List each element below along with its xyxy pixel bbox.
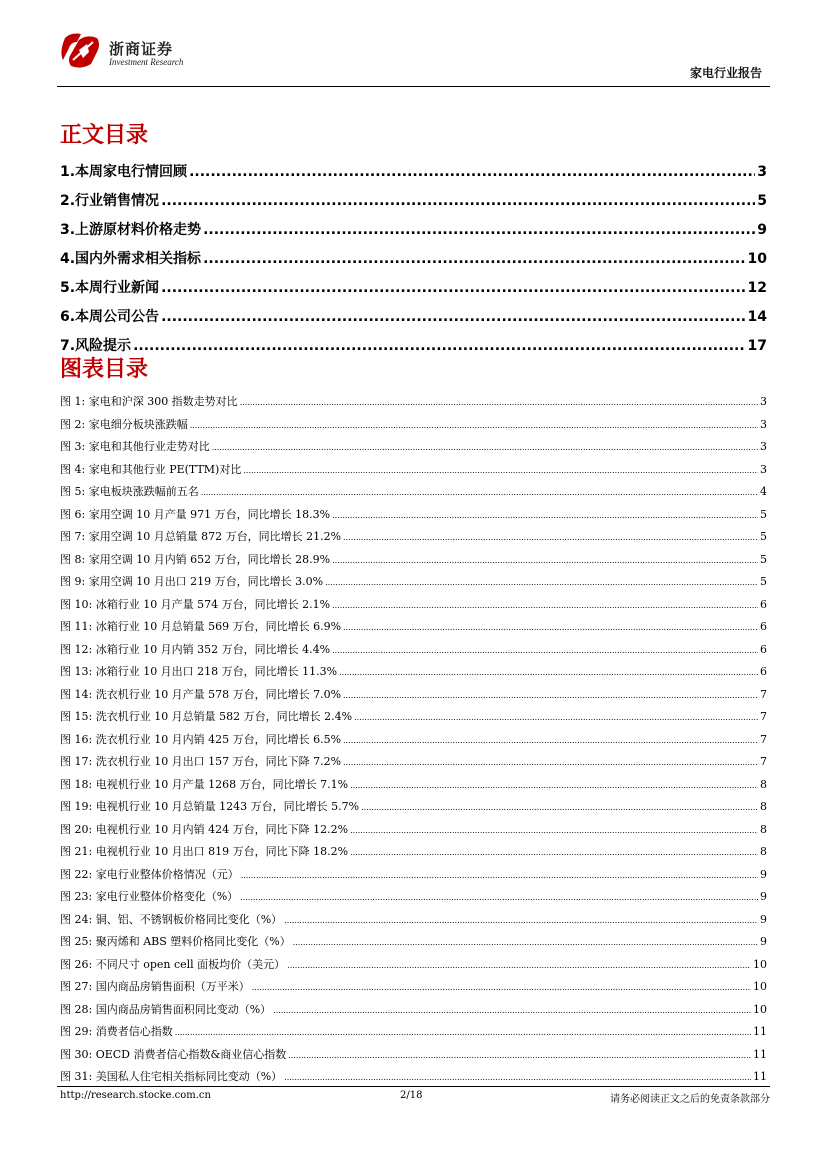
figure-entry[interactable] (60, 391, 767, 414)
figure-entry[interactable] (60, 729, 767, 752)
dot-leader (332, 549, 758, 572)
dot-leader (354, 706, 758, 729)
figure-entry-page: 10 (753, 957, 767, 971)
figure-entry-page: 5 (760, 552, 767, 566)
toc-entry-label: 1.本周家电行情回顾 (60, 164, 188, 180)
figure-entry-page: 6 (760, 665, 767, 678)
dot-leader (343, 616, 758, 639)
dot-leader (161, 187, 755, 216)
toc-entry[interactable] (60, 158, 767, 187)
figure-entry[interactable] (60, 751, 767, 774)
figure-entry-page: 10 (753, 980, 767, 993)
main-toc (60, 158, 767, 361)
dot-leader (288, 1044, 751, 1067)
toc-entry-label: 6.本周公司公告 (60, 309, 160, 325)
figure-entry-page: 5 (760, 507, 767, 521)
figure-entry-page: 8 (760, 777, 767, 791)
figure-entry-page: 11 (753, 1025, 767, 1038)
figure-entry-page: 10 (753, 1002, 767, 1016)
dot-leader (241, 864, 758, 887)
dot-leader (339, 661, 758, 684)
figure-entry-label: 图 8: 家用空调 10 月内销 652 万台，同比增长 28.9% (60, 552, 331, 566)
figure-entry-label: 图 25: 聚丙烯和 ABS 塑料价格同比变化（%） (60, 935, 291, 948)
toc-entry-label: 4.国内外需求相关指标 (60, 251, 202, 267)
figure-entry-label: 图 16: 洗衣机行业 10 月内销 425 万台，同比增长 6.5% (60, 732, 342, 746)
dot-leader (190, 414, 758, 437)
figure-entry[interactable] (60, 706, 767, 729)
toc-entry-label: 7.风险提示 (60, 338, 132, 354)
figure-entry-label: 图 18: 电视机行业 10 月产量 1268 万台，同比增长 7.1% (60, 777, 349, 791)
footer-page-number: 2/18 (400, 1090, 423, 1101)
footer-url[interactable]: http://research.stocke.com.cn (60, 1090, 211, 1101)
toc-title: 正文目录 (60, 123, 149, 148)
dot-leader (252, 976, 751, 999)
figure-entry[interactable] (60, 796, 767, 819)
dot-leader (293, 931, 758, 954)
dot-leader (243, 459, 758, 482)
figure-entry-label: 图 14: 洗衣机行业 10 月产量 578 万台，同比增长 7.0% (60, 687, 342, 701)
figure-entry[interactable] (60, 504, 767, 527)
figure-entry[interactable] (60, 549, 767, 572)
figures-toc-title: 图表目录 (60, 357, 149, 382)
footer-disclaimer: 请务必阅读正文之后的免责条款部分 (610, 1094, 770, 1105)
toc-entry[interactable] (60, 216, 767, 245)
figure-entry-page: 7 (760, 732, 767, 746)
figure-entry-label: 图 12: 冰箱行业 10 月内销 352 万台，同比增长 4.4% (60, 642, 331, 656)
figure-entry-page: 7 (760, 687, 767, 701)
figure-entry-page: 9 (760, 912, 767, 926)
dot-leader (350, 819, 758, 842)
figure-entry-label: 图 4: 家电和其他行业 PE(TTM)对比 (60, 462, 242, 476)
dot-leader (161, 274, 745, 303)
figure-entry-page: 6 (760, 642, 767, 656)
dot-leader (350, 774, 758, 797)
figure-entry[interactable] (60, 886, 767, 909)
figure-entry-page: 8 (760, 800, 767, 813)
figure-entry-page: 5 (760, 530, 767, 543)
toc-entry-page: 5 (757, 193, 767, 209)
dot-leader (203, 245, 745, 274)
figure-entry-page: 7 (760, 755, 767, 768)
figure-entry[interactable] (60, 616, 767, 639)
figure-entry[interactable] (60, 684, 767, 707)
figure-entry-label: 图 22: 家电行业整体价格情况（元） (60, 867, 239, 881)
toc-entry[interactable] (60, 245, 767, 274)
figure-entry-page: 7 (760, 710, 767, 723)
figure-entry-label: 图 27: 国内商品房销售面积（万平米） (60, 980, 250, 993)
figure-entry-page: 9 (760, 867, 767, 881)
figure-entry-label: 图 17: 洗衣机行业 10 月出口 157 万台，同比下降 7.2% (60, 755, 342, 768)
dot-leader (161, 303, 745, 332)
dot-leader (203, 216, 755, 245)
brand-name: 浙商证券 (109, 40, 174, 58)
figure-entry-label: 图 26: 不同尺寸 open cell 面板均价（美元） (60, 957, 286, 971)
dot-leader (350, 841, 758, 864)
dot-leader (332, 594, 758, 617)
dot-leader (343, 684, 758, 707)
figure-entry-label: 图 30: OECD 消费者信心指数&商业信心指数 (60, 1047, 287, 1061)
figure-entry-label: 图 6: 家用空调 10 月产量 971 万台，同比增长 18.3% (60, 507, 331, 521)
figure-entry-page: 11 (753, 1070, 767, 1083)
figure-entry[interactable] (60, 1021, 767, 1044)
dot-leader (175, 1021, 751, 1044)
dot-leader (343, 751, 758, 774)
dot-leader (212, 436, 758, 459)
figure-entry-label: 图 11: 冰箱行业 10 月总销量 569 万台，同比增长 6.9% (60, 620, 342, 633)
figure-entry-label: 图 9: 家用空调 10 月出口 219 万台，同比增长 3.0% (60, 575, 324, 588)
dot-leader (240, 391, 758, 414)
toc-entry-page: 14 (747, 309, 767, 325)
figure-entry-label: 图 19: 电视机行业 10 月总销量 1243 万台，同比增长 5.7% (60, 800, 360, 813)
figure-entry[interactable] (60, 436, 767, 459)
figure-entry-label: 图 24: 铜、铝、不锈钢板价格同比变化（%） (60, 912, 283, 926)
figures-toc (60, 391, 767, 1089)
toc-entry-page: 3 (757, 164, 767, 180)
dot-leader (240, 886, 758, 909)
zheshang-logo-icon (57, 30, 107, 70)
figure-entry[interactable] (60, 661, 767, 684)
figure-entry[interactable] (60, 459, 767, 482)
figure-entry-label: 图 2: 家电细分板块涨跌幅 (60, 417, 188, 431)
figure-entry-label: 图 1: 家电和沪深 300 指数走势对比 (60, 395, 238, 408)
figure-entry-page: 6 (760, 597, 767, 611)
figure-entry-label: 图 10: 冰箱行业 10 月产量 574 万台，同比增长 2.1% (60, 597, 331, 611)
toc-entry[interactable] (60, 274, 767, 303)
dot-leader (189, 158, 755, 187)
figure-entry-label: 图 23: 家电行业整体价格变化（%） (60, 890, 239, 903)
dot-leader (332, 504, 758, 527)
figure-entry[interactable] (60, 594, 767, 617)
report-type: 家电行业报告 (689, 66, 762, 80)
dot-leader (325, 571, 758, 594)
figure-entry[interactable] (60, 1044, 767, 1067)
figure-entry-page: 3 (760, 417, 767, 431)
figure-entry-label: 图 13: 冰箱行业 10 月出口 218 万台，同比增长 11.3% (60, 665, 338, 678)
toc-entry-label: 5.本周行业新闻 (60, 280, 160, 296)
figure-entry-page: 8 (760, 845, 767, 858)
toc-entry[interactable] (60, 303, 767, 332)
toc-entry-page: 10 (747, 251, 767, 267)
figure-entry-page: 3 (760, 462, 767, 476)
dot-leader (332, 639, 758, 662)
toc-entry-page: 12 (747, 280, 767, 296)
figure-entry-page: 8 (760, 822, 767, 836)
figure-entry-label: 图 3: 家电和其他行业走势对比 (60, 440, 210, 453)
figure-entry-page: 9 (760, 890, 767, 903)
toc-entry-page: 9 (757, 222, 767, 238)
toc-entry-label: 3.上游原材料价格走势 (60, 222, 202, 238)
figure-entry-label: 图 20: 电视机行业 10 月内销 424 万台，同比下降 12.2% (60, 822, 349, 836)
dot-leader (273, 999, 751, 1022)
dot-leader (343, 526, 758, 549)
figure-entry-label: 图 5: 家电板块涨跌幅前五名 (60, 485, 199, 498)
figure-entry[interactable] (60, 864, 767, 887)
dot-leader (361, 796, 758, 819)
figure-entry-page: 3 (760, 440, 767, 453)
figure-entry-label: 图 31: 美国私人住宅相关指标同比变动（%） (60, 1070, 283, 1083)
dot-leader (287, 954, 751, 977)
figure-entry-page: 9 (760, 935, 767, 948)
toc-entry[interactable] (60, 332, 767, 361)
toc-entry-page: 17 (747, 338, 767, 354)
toc-entry[interactable] (60, 187, 767, 216)
figure-entry[interactable] (60, 414, 767, 437)
dot-leader (284, 909, 758, 932)
figure-entry-page: 11 (753, 1047, 767, 1061)
figure-entry[interactable] (60, 571, 767, 594)
page-header (57, 30, 770, 88)
figure-entry[interactable] (60, 774, 767, 797)
dot-leader (201, 481, 758, 504)
figure-entry-label: 图 21: 电视机行业 10 月出口 819 万台，同比下降 18.2% (60, 845, 349, 858)
figure-entry[interactable] (60, 819, 767, 842)
figure-entry[interactable] (60, 909, 767, 932)
figure-entry-page: 6 (760, 620, 767, 633)
figure-entry[interactable] (60, 954, 767, 977)
figure-entry-label: 图 29: 消费者信心指数 (60, 1025, 173, 1038)
figure-entry-label: 图 7: 家用空调 10 月总销量 872 万台，同比增长 21.2% (60, 530, 342, 543)
toc-entry-label: 2.行业销售情况 (60, 193, 160, 209)
footer-divider (57, 1086, 770, 1087)
dot-leader (343, 729, 758, 752)
figure-entry[interactable] (60, 526, 767, 549)
figure-entry-label: 图 28: 国内商品房销售面积同比变动（%） (60, 1002, 272, 1016)
figure-entry[interactable] (60, 999, 767, 1022)
figure-entry[interactable] (60, 841, 767, 864)
figure-entry[interactable] (60, 931, 767, 954)
brand-subtitle: Investment Research (109, 57, 184, 67)
figure-entry-label: 图 15: 洗衣机行业 10 月总销量 582 万台，同比增长 2.4% (60, 710, 353, 723)
figure-entry-page: 4 (760, 485, 767, 498)
figure-entry-page: 3 (760, 395, 767, 408)
dot-leader (133, 332, 745, 361)
header-divider (57, 86, 770, 87)
figure-entry-page: 5 (760, 575, 767, 588)
figure-entry[interactable] (60, 976, 767, 999)
figure-entry[interactable] (60, 639, 767, 662)
figure-entry[interactable] (60, 481, 767, 504)
